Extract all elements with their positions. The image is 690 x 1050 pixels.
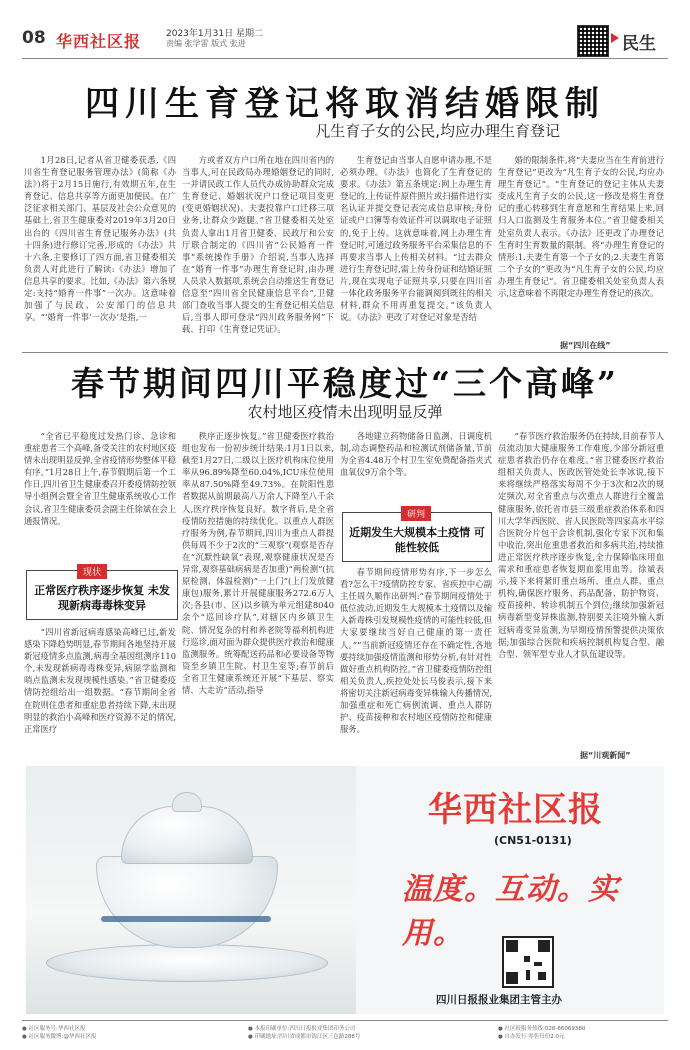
story1-paragraph: 方或者双方户口所在地在四川省内的当事人,可在民政局办理婚姻登记的同时,一并请民政工作人员代办成协助群众完成生育登记、婚姻状况户口登记项目变更(变更婚姻状况)、夫妻投靠户口迁移三项业务,让群众少跑腿。”省卫健委相关处室负责人拿出1月省卫健委、民政厅和公安厅联合制定的《四川省“公民婚育一件事”系统操作手册》介绍说,当事人选择在“婚育一件事”办理生育登记时,由办理人员录入数据项,系统会自动推送生育登记信息至“四川省全民健康信息平台”,卫健部门查收当事人提交的生育登记相关信息后,当事人即可登录“四川政务服务网”下载、打印《生育登记凭证》。: [182, 155, 334, 335]
footer-line: ● 印刷地址:四川省成都市锦江区三色路288号: [248, 1034, 361, 1040]
footer-line: ● 社区服务号:华西社区报: [22, 1026, 86, 1032]
story1-column-2: [182, 154, 334, 350]
story2-column-4: [498, 430, 664, 750]
story1-column-1: [24, 154, 176, 350]
story1-headline: 四川生育登记将取消结婚限制: [85, 84, 605, 124]
story2-paragraph: “全省已平稳度过发热门诊、急诊和重症患者三个高峰,备受关注的农村地区疫情未出现明显反弹,全省疫情形势整体平稳有序。”1月28日上午,春节假期后第一个工作日,四川省卫生健康委召开委疫情防控领导小组例会暨全省卫生健康系统收心工作会议,省卫生健康委员会副主任徐斌在会上通报情况。: [24, 431, 176, 526]
box-assessment: [342, 512, 492, 562]
cup-stripe-shape: [101, 916, 271, 922]
cup-lid-shape: [121, 806, 253, 864]
story1-paragraph: 生育登记由当事人自愿申请办理,不是必须办理。《办法》也简化了生育登记的要求。《办法》第五条规定:网上办理生育登记的,上传证件原件照片或扫描件进行实名认证并提交登记表完成信息审核;身份证或户口簿等有效证件可以调取电子证照的,免于上传。这就意味着,网上办理生育登记时,可通过政务服务平台采集信息的不再要求当事人上传相关材料。“过去群众进行生育登记时,需上传身份证和结婚证照片,现在实现电子证照共享,只要在四川省一体化政务服务平台能调阅到既往的相关材料,群众不用再重复提交。”该负责人说。《办法》更改了对登记对象是否结: [340, 155, 492, 323]
story1-column-3: [340, 154, 492, 350]
header-divider: [22, 58, 668, 59]
cup-body-shape: [96, 856, 278, 948]
story2-column-3-bottom: [340, 566, 492, 762]
story2-paragraph: “春节医疗救治服务仍在持续,目前春节人员流动加大健康服务工作难度,少部分新冠重症患者救治仍存在难度。”省卫健委医疗救治组相关负责人、医政医管处处长李冰说,接下来将继续严格落实每周不少于3次和2次的规定频次,对全省重点与次重点人群进行全覆盖健康服务,依托省市县三级重症救治体系和四川大学华西医院、省人民医院等四家高水平综合医院分片包干会诊机制,强化专家下沉和集中收治,突出危重患者救治和多病共治,持续推进正常医疗秩序逐步恢复,全力保障临床用血需求和重症患者恢复期血浆用血等。徐斌表示,接下来将紧盯重点场所、重点人群、重点机构,确保医疗服务、药品配备、防护物资、疫苗接种、转诊机制五个到位;继续加强新冠病毒新型变异株监测,特别要关注境外输入新冠病毒变异监测,为早期疫情预警提供决策依据;加强综合医院和疾病控制机构复合型、融合型、领军型专业人才队伍建设等。: [498, 431, 664, 659]
story2-byline: 据“川观新闻”: [580, 751, 631, 760]
editor-credits: 责编 张学雷 版式 张进: [166, 39, 246, 48]
saucer-shape: [46, 944, 328, 982]
ad-owner: 四川日报报业集团主管主办: [436, 994, 562, 1006]
footer-divider: [22, 1020, 668, 1021]
issue-date: 2023年1月31日 星期二: [166, 29, 263, 39]
footer-line: ● 社区报服务热线:028-86069380: [498, 1026, 586, 1032]
box-title: 近期发生大规模本土疫情 可能性较低: [349, 526, 485, 554]
story1-paragraph: 婚的限制条件,将“夫妻应当在生育前进行生育登记”更改为“凡生育子女的公民,均应办理生育登记”。“生育登记的登记主体从夫妻变成凡生育子女的公民,这一修改是将生育登记的重心转移到生育意愿和生育结果上来,回归人口监测及生育服务本位。”省卫健委相关处室负责人表示。《办法》还更改了办理登记生育时生育数量的限制。将“办理生育登记的情形:1.夫妻生育第一个子女的;2.夫妻生育第二个子女的”更改为“凡生育子女的公民,均应办理生育登记”。省卫健委相关处室负责人表示,这意味着不再限定办理生育登记的孩次。: [498, 155, 664, 299]
footer-line: ● 本报印刷单位:四川日报报业集团印务公司: [248, 1026, 356, 1032]
cup-knob-shape: [172, 792, 202, 812]
story1-subheadline-text: 凡生育子女的公民,均应办理生育登记: [315, 122, 560, 140]
story2-paragraph: 春节期间疫情形势有序,下一步怎么看?怎么干?疫情防控专家、省疾控中心副主任周久顺作出研判:“春节期间疫情处于低位波动,近期发生大规模本土疫情以及输入新毒株引发规模性疫情的可能性较低,但大家要继续当好自己健康的第一责任人。”“当前新冠疫情还存在不确定性,各地要持续加强疫情监测和形势分析,有针对性做好重点机构防控。”省卫健委疫情防控组相关负责人,疾控处处长马俊表示,接下来将密切关注新冠病毒变异株输入传播情况,加强重症和死亡病例流调、重点人群防护、疫苗接种和农村地区疫情防控和健康服务。: [340, 567, 492, 735]
story2-paragraph: “四川省新冠病毒感染高峰已过,新发感染下降趋势明显,春节期间各地坚持开展新冠疫情多点监测,病毒全基因组测序110个,未发现新病毒毒株变异,病原学监测和哨点监测未发现规模性感染。”省卫健委疫情防控组给出一组数据。“春节期间全省在院则住患者和重症患者持续下降,未出现明显的救治小高峰和医疗资源不足的情况,正常医疗: [24, 627, 176, 734]
masthead-brand: 华西社区报: [56, 32, 142, 51]
ad-logo: 华西社区报: [428, 790, 603, 830]
story1-subheadline: [0, 120, 690, 141]
box-current-status: [26, 570, 178, 620]
footer-col-2: [248, 1025, 360, 1041]
story2-column-1-rest: [24, 626, 176, 762]
section-label: 民生: [622, 34, 656, 54]
story1-byline: 据“四川在线”: [560, 341, 611, 350]
footer-col-1: [22, 1025, 96, 1041]
qr-code-icon: [502, 936, 554, 988]
story2-column-3-top: [340, 430, 492, 506]
ad-slogan: 温度。互动。实用。: [402, 872, 619, 951]
story2-subheadline: 农村地区疫情未出现明显反弹: [247, 403, 443, 421]
story2-paragraph: 秩序正逐步恢复。”省卫健委医疗救治组也发布一份初步统计结果:1月1日以来,截至1月27日,二级以上医疗机构床位使用率从96.89%降至60.04%,ICU床位使用率从87.50%降至49.73%。在院阳性患者数据从前期最高八万余人下降至八千余人,医疗秩序恢复良好。数字背后,是全省疫情防控措施的持续优化。以重点人群医疗服务为例,春节期间,四川为重点人群提供每周不少于2次的“三观察”(观察是否存在“沉默性缺氧”表现,观察健康状况是否异常,观察基础病病是否加重)“两检测”(抗原检测、体温检测)“一上门”(上门发放健康包)服务,累计开展健康服务272.6万人次;各县(市、区)以乡镇为单元组建8040余个“巡回诊疗队”,对辖区内乡镇卫生院、情况复杂的村和养老院等福利机构进行巡诊,面对面为群众提供医疗救治和健康监测服务。统筹配送药品和必要设备等物资至乡镇卫生院、村卫生室等;春节前后全省卫生健康系统还开展“下基层、察实情、大走访”活动,指导: [182, 431, 334, 695]
qr-code-icon: [577, 25, 609, 57]
advertisement: [26, 766, 664, 1014]
teacup-image: [26, 766, 356, 1014]
footer-line: ● 自办发行 零售每份2.0元: [498, 1034, 565, 1040]
footer-line: ● 社区服务微博:@华西社区报: [22, 1034, 97, 1040]
box-tag: 现状: [77, 564, 107, 579]
box-title: 正常医疗秩序逐步恢复 未发现新病毒毒株变异: [34, 584, 170, 612]
ad-cn-number: (CN51-0131): [494, 834, 572, 847]
box-tag: 研判: [401, 506, 431, 521]
section-arrow-icon: [611, 33, 619, 43]
story2-headline: 春节期间四川平稳度过“三个高峰”: [71, 364, 619, 403]
story2-paragraph: 各地建立药物储备日监测、日调度机制,动态调整药品和检测试剂储备量,节前为全省4.48万个村卫生室免费配备指夹式血氧仪9万余个等。: [340, 431, 492, 478]
story1-column-4: [498, 154, 664, 340]
footer-col-3: [498, 1025, 585, 1041]
page-number: 08: [22, 28, 46, 48]
story2-column-2: [182, 430, 334, 762]
page-header: [0, 0, 690, 72]
story2-column-1-intro: [24, 430, 176, 558]
story-divider: [22, 352, 668, 353]
story1-paragraph: 1月28日,记者从省卫健委获悉,《四川省生育登记服务管理办法》(简称《办法》)将于2月15日施行,有效期五年,在生育登记、信息共享等方面更加便民。在广泛征求相关部门、基层及社会公众意见的基础上,省卫生健康委对2019年3月20日出台的《四川省生育登记服务办法》(共十四条)进行修订完善,形成的《办法》共十六条,主要修订了四方面,省卫健委相关负责人对此进行了解读:《办法》增加了信息共享的要求。比如,《办法》第六条规定:支持“婚育一件事”一次办。这意味着加强了与民政、公安部门的信息共享。“‘婚育一件事’一次办’是指,一: [24, 155, 176, 323]
